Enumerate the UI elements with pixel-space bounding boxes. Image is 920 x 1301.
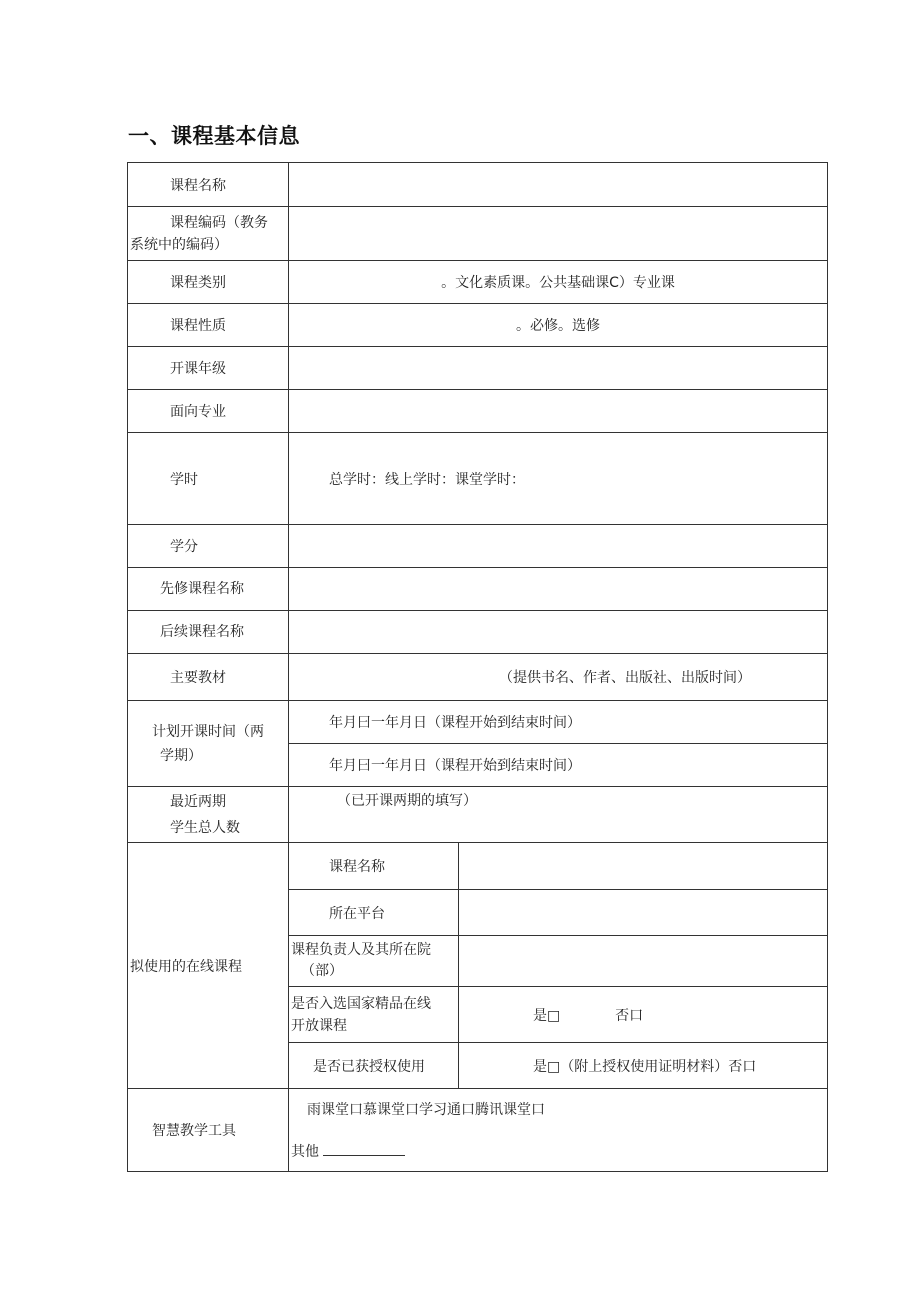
section-title: 一、课程基本信息 xyxy=(128,124,300,148)
textbook-field[interactable]: （提供书名、作者、出版社、出版时间） xyxy=(289,654,828,701)
credits-label: 学分 xyxy=(128,525,289,568)
students-label xyxy=(128,787,289,843)
course-nature-label: 课程性质 xyxy=(128,304,289,347)
course-name-label: 课程名称 xyxy=(128,163,289,207)
course-name-field[interactable] xyxy=(289,163,828,207)
online-national-label-line1: 是否入选国家精品在线 xyxy=(291,995,431,1012)
schedule-term1-field[interactable]: 年月曰一年月日（课程开始到结束时间） xyxy=(289,701,828,744)
students-label-line1: 最近两期 xyxy=(170,793,226,810)
course-code-label xyxy=(128,207,289,261)
course-category-options[interactable]: 。文化素质课。公共基础课C）专业课 xyxy=(289,261,828,304)
row-grade xyxy=(128,347,828,390)
course-code-label-line2: 系统中的编码） xyxy=(130,236,228,253)
online-owner-label-line2: （部） xyxy=(301,963,343,979)
course-category-label: 课程类别 xyxy=(128,261,289,304)
row-students xyxy=(128,787,828,843)
online-course-label: 拟使用的在线课程 xyxy=(128,843,289,1089)
tools-other-row xyxy=(291,1141,827,1161)
tools-options[interactable]: 雨课堂口慕课堂口学习通口腾讯课堂口 xyxy=(307,1102,545,1118)
major-label: 面向专业 xyxy=(128,390,289,433)
prerequisite-field[interactable] xyxy=(289,568,828,611)
online-national-options xyxy=(459,987,828,1043)
textbook-label: 主要教材 xyxy=(128,654,289,701)
online-authorized-options[interactable]: 是□（附上授权使用证明材料）否口 xyxy=(459,1043,828,1089)
followup-label: 后续课程名称 xyxy=(128,611,289,654)
national-no-checkbox[interactable]: 否口 xyxy=(615,1007,644,1024)
row-credits xyxy=(128,525,828,568)
tools-other-input[interactable] xyxy=(323,1143,405,1156)
schedule-label-line1: 计划开课时间（两 xyxy=(152,723,264,740)
national-yes-checkbox[interactable]: 是□ xyxy=(533,1007,561,1024)
schedule-term2-field[interactable]: 年月曰一年月日（课程开始到结束时间） xyxy=(289,744,828,787)
online-owner-label-line1: 课程负责人及其所在院 xyxy=(291,942,431,958)
row-course-nature xyxy=(128,304,828,347)
grade-label: 开课年级 xyxy=(128,347,289,390)
prerequisite-label: 先修课程名称 xyxy=(128,568,289,611)
students-label-line2: 学生总人数 xyxy=(170,819,240,836)
followup-field[interactable] xyxy=(289,611,828,654)
online-owner-field[interactable] xyxy=(459,936,828,987)
course-info-table xyxy=(127,162,828,1172)
online-national-label xyxy=(289,987,459,1043)
course-nature-options[interactable]: 。必修。选修 xyxy=(289,304,828,347)
students-field[interactable]: （已开课两期的填写） xyxy=(289,787,828,843)
row-hours xyxy=(128,433,828,525)
credits-field[interactable] xyxy=(289,525,828,568)
row-course-category xyxy=(128,261,828,304)
schedule-label xyxy=(128,701,289,787)
online-platform-label: 所在平台 xyxy=(289,890,459,936)
online-course-name-field[interactable] xyxy=(459,843,828,890)
row-textbook xyxy=(128,654,828,701)
online-platform-field[interactable] xyxy=(459,890,828,936)
schedule-label-line2: 学期） xyxy=(160,747,202,764)
hours-label: 学时 xyxy=(128,433,289,525)
online-owner-label xyxy=(289,936,459,987)
row-followup xyxy=(128,611,828,654)
hours-field[interactable]: 总学时：线上学时：课堂学时： xyxy=(289,433,828,525)
tools-field xyxy=(289,1089,828,1172)
online-authorized-label: 是否已获授权使用 xyxy=(289,1043,459,1089)
grade-field[interactable] xyxy=(289,347,828,390)
row-online-name xyxy=(128,843,828,890)
row-course-code xyxy=(128,207,828,261)
row-tools xyxy=(128,1089,828,1172)
course-code-label-line1: 课程编码（教务 xyxy=(170,214,268,231)
tools-other-label: 其他 xyxy=(291,1144,319,1160)
course-code-field[interactable] xyxy=(289,207,828,261)
major-field[interactable] xyxy=(289,390,828,433)
online-course-name-label: 课程名称 xyxy=(289,843,459,890)
tools-label: 智慧教学工具 xyxy=(128,1089,289,1172)
online-national-label-line2: 开放课程 xyxy=(291,1017,347,1034)
row-schedule-term1 xyxy=(128,701,828,744)
row-course-name xyxy=(128,163,828,207)
row-prerequisite xyxy=(128,568,828,611)
row-major xyxy=(128,390,828,433)
